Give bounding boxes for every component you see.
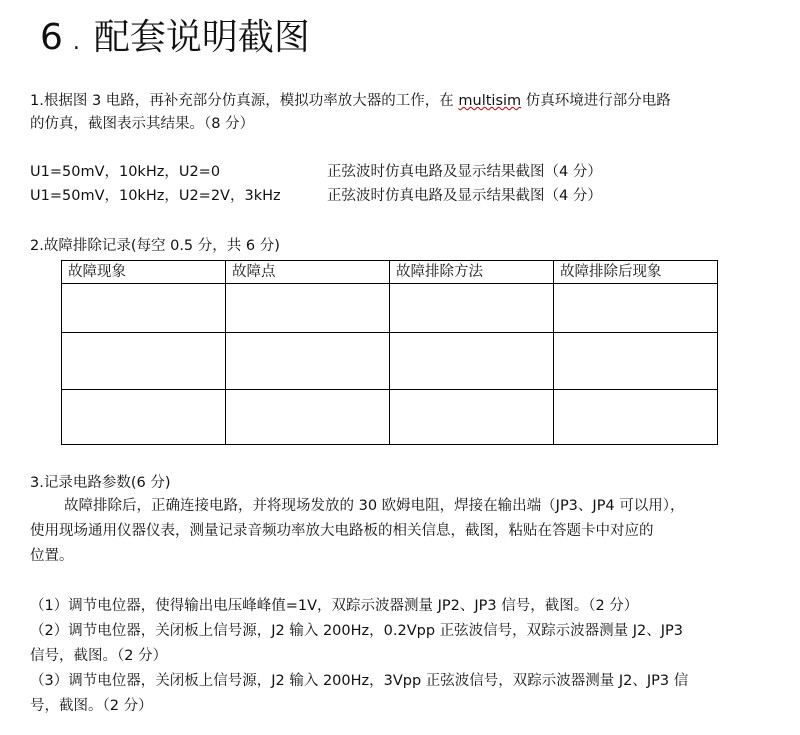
page-title	[40, 14, 310, 67]
section3-item-3-cont: 号，截图。（2 分）	[30, 698, 153, 714]
task-1-condition: U1=50mV，10kHz，U2=0	[30, 164, 221, 180]
table-cell[interactable]	[62, 284, 226, 333]
header-fault-point: 故障点	[226, 261, 390, 284]
table-cell[interactable]	[62, 333, 226, 390]
section3-para-line1: 故障排除后，正确连接电路，并将现场发放的 30 欧姆电阻，焊接在输出端（JP3、JP4 可以用），	[64, 498, 685, 514]
section3-item-1: （1）调节电位器，使得输出电压峰峰值=1V，双踪示波器测量 JP2、JP3 信号，截图。（2 分）	[30, 598, 639, 614]
table-row	[62, 284, 718, 333]
software-name: multisim	[458, 93, 522, 109]
table-cell[interactable]	[226, 333, 390, 390]
section3-item-3: （3）调节电位器，关闭板上信号源，J2 输入 200Hz，3Vpp 正弦波信号，双踪示波器测量 J2、JP3 信	[30, 673, 689, 689]
section3-para-line2: 使用现场通用仪器仪表，测量记录音频功率放大电路板的相关信息，截图，粘贴在答题卡中对应的	[30, 523, 654, 539]
table-cell[interactable]	[62, 390, 226, 445]
table-row	[62, 333, 718, 390]
table-cell[interactable]	[226, 284, 390, 333]
section2-title: 2.故障排除记录(每空 0.5 分，共 6 分)	[30, 238, 280, 254]
table-cell[interactable]	[226, 390, 390, 445]
section3-item-2: （2）调节电位器，关闭板上信号源，J2 输入 200Hz，0.2Vpp 正弦波信号，双踪示波器测量 J2、JP3	[30, 623, 683, 639]
section-number: 6	[40, 17, 63, 58]
fault-record-table	[61, 260, 718, 445]
table-cell[interactable]	[554, 284, 718, 333]
section-title-text: 配套说明截图	[93, 17, 310, 58]
task-2-condition: U1=50mV，10kHz，U2=2V，3kHz	[30, 188, 281, 204]
task-2-description: 正弦波时仿真电路及显示结果截图（4 分）	[327, 188, 602, 204]
section1-line1-suffix: 仿真环境进行部分电路	[521, 93, 671, 109]
header-post-fix-symptom: 故障排除后现象	[554, 261, 718, 284]
section3-title: 3.记录电路参数(6 分)	[30, 475, 171, 491]
table-cell[interactable]	[554, 333, 718, 390]
section1-line1	[30, 91, 671, 111]
task-row-2	[30, 186, 770, 206]
table-cell[interactable]	[390, 390, 554, 445]
section3-para-line3: 位置。	[30, 548, 74, 564]
table-cell[interactable]	[390, 284, 554, 333]
table-header-row	[62, 261, 718, 284]
section1-line2: 的仿真，截图表示其结果。（8 分）	[30, 116, 255, 132]
task-1-description: 正弦波时仿真电路及显示结果截图（4 分）	[327, 164, 602, 180]
header-fault-symptom: 故障现象	[62, 261, 226, 284]
section3-item-2-cont: 信号，截图。（2 分）	[30, 648, 168, 664]
table-row	[62, 390, 718, 445]
task-row-1	[30, 162, 770, 182]
header-fix-method: 故障排除方法	[390, 261, 554, 284]
section-number-dot: .	[72, 30, 80, 55]
table-cell[interactable]	[390, 333, 554, 390]
section1-line1-prefix: 1.根据图 3 电路，再补充部分仿真源，模拟功率放大器的工作，在	[30, 93, 459, 109]
table-cell[interactable]	[554, 390, 718, 445]
